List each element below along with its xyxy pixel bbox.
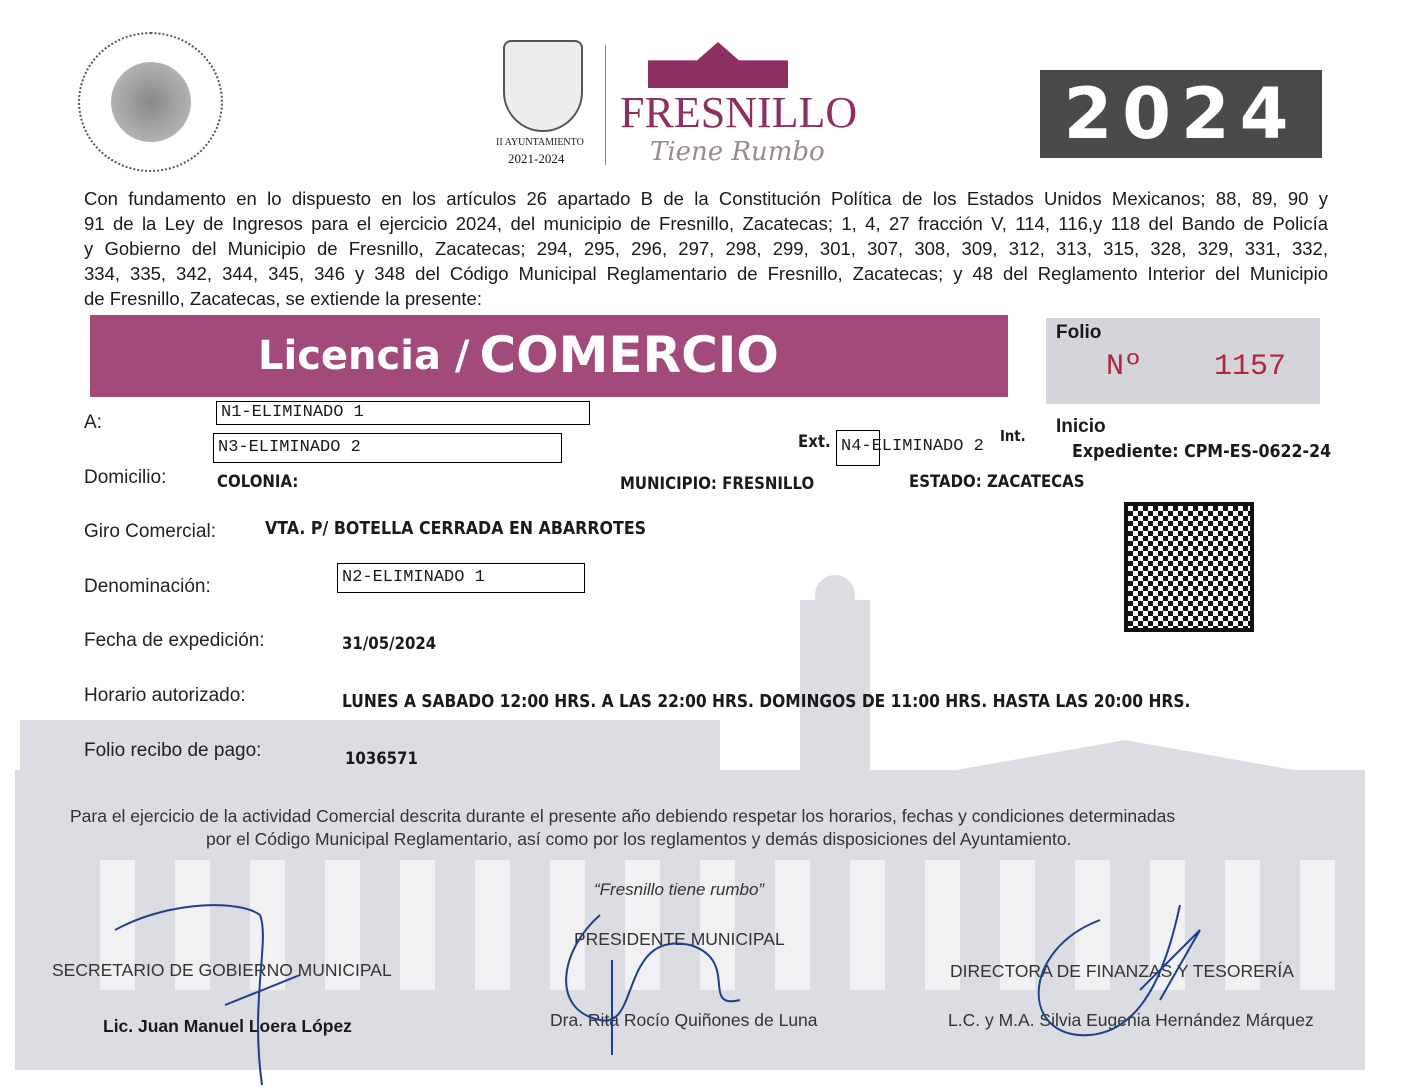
motto: “Fresnillo tiene rumbo”: [594, 880, 765, 899]
period-label: 2021-2024: [508, 151, 565, 166]
signature-title-presidente: PRESIDENTE MUNICIPAL: [574, 929, 785, 949]
brand-name: FRESNILLO: [620, 88, 858, 137]
giro-label: Giro Comercial:: [84, 521, 216, 542]
inicio-label: Inicio: [1056, 416, 1106, 437]
ayuntamiento-label: II AYUNTAMIENTO: [496, 137, 584, 148]
banner-licencia: Licencia /: [258, 333, 470, 379]
signature-name-secretario: Lic. Juan Manuel Loera López: [103, 1016, 352, 1036]
fecha-value: 31/05/2024: [342, 634, 437, 654]
closing-line-1: Para el ejercicio de la actividad Comercial descrita durante el presente año debiendo respetar los horarios, fechas y condiciones determinadas: [70, 806, 1176, 826]
signature-secretario: [115, 905, 300, 1085]
brand-slogan: Tiene Rumbo: [650, 137, 825, 167]
ext-label: Ext.: [798, 432, 831, 452]
intro-paragraph: Con fundamento en lo dispuesto en los artículos 26 apartado B de la Constitución Política de los Estados Unidos Mexicanos; 88, 89, 90 y 91 de la Ley de Ingresos para el ejercicio 2024, del municipio de Fresnillo, Zacatecas; 1, 4, 27 fracción V, 114, 116,y 118 del Bando de Policía y Gobierno del Municipio de Fresnillo, Zacatecas; 294, 295, 296, 297, 298, 299, 301, 307, 308, 309, 312, 313, 315, 328, 329, 331, 332, 334, 335, 342, 344, 345, 346 y 348 del Código Municipal Reglamentario de Fresnillo, Zacatecas; y 48 del Reglamento Interior del Municipio de Fresnillo, Zacatecas, se extiende la presente:: [84, 188, 1328, 309]
domicilio-label: Domicilio:: [84, 467, 167, 488]
signature-title-directora: DIRECTORA DE FINANZAS Y TESORERÍA: [950, 961, 1294, 981]
denominacion-label: Denominación:: [84, 576, 211, 597]
recibo-value: 1036571: [345, 749, 418, 769]
estado: ESTADO: ZACATECAS: [909, 472, 1085, 492]
fecha-label: Fecha de expedición:: [84, 630, 265, 651]
signature-title-secretario: SECRETARIO DE GOBIERNO MUNICIPAL: [52, 960, 392, 980]
year-text: 2024: [1063, 73, 1299, 155]
banner-type: COMERCIO: [479, 326, 779, 385]
horario-label: Horario autorizado:: [84, 685, 246, 706]
giro-value: VTA. P/ BOTELLA CERRADA EN ABARROTES: [265, 518, 647, 539]
folio-label: Folio: [1056, 322, 1102, 343]
municipio: MUNICIPIO: FRESNILLO: [620, 474, 815, 494]
expediente: Expediente: CPM-ES-0622-24: [1072, 441, 1332, 462]
signature-name-presidente: Dra. Rita Rocío Quiñones de Luna: [550, 1010, 818, 1030]
closing-line-2: por el Código Municipal Reglamentario, así como por los reglamentos y demás disposiciones del Ayuntamiento.: [206, 829, 1072, 849]
signature-directora: [1039, 905, 1200, 1035]
signature-presidente: [566, 915, 740, 1055]
folio-number: 1157: [1214, 350, 1287, 384]
int-label: Int.: [1000, 427, 1026, 445]
a-label: A:: [84, 412, 102, 433]
recipient-redacted: N1-ELIMINADO 1: [216, 401, 590, 425]
recibo-label: Folio recibo de pago:: [84, 740, 262, 761]
horario-value: LUNES A SABADO 12:00 HRS. A LAS 22:00 HRS. DOMINGOS DE 11:00 HRS. HASTA LAS 20:00 HRS.: [342, 691, 1191, 712]
denominacion-redacted: N2-ELIMINADO 1: [337, 563, 585, 593]
street-redacted: N3-ELIMINADO 2: [213, 433, 562, 463]
ext-value: N4-ELIMINADO 2: [841, 437, 984, 456]
colonia: COLONIA:: [217, 472, 299, 492]
signature-name-directora: L.C. y M.A. Silvia Eugenia Hernández Márquez: [948, 1010, 1314, 1030]
folio-no: Nº: [1106, 350, 1143, 384]
